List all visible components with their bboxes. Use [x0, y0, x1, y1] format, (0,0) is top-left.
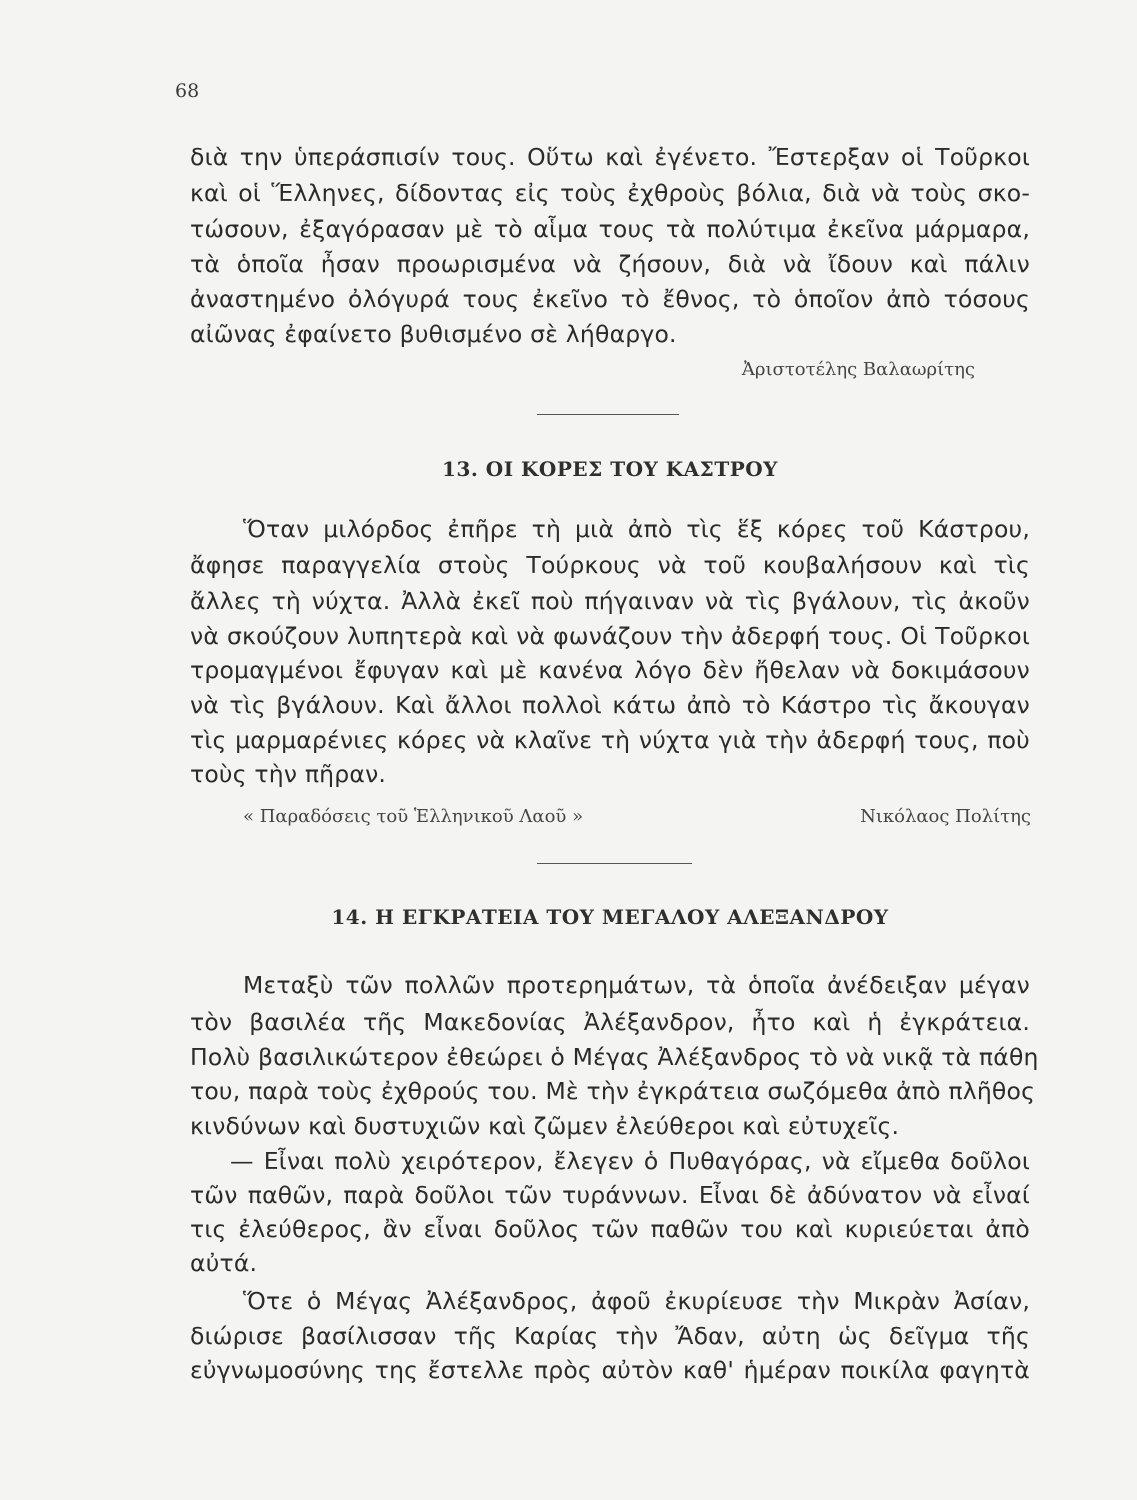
author-signature: Ἀριστοτέλης Βαλαωρίτης — [741, 359, 975, 380]
section-heading: 13. ΟΙ ΚΟΡΕΣ ΤΟΥ ΚΑΣΤΡΟΥ — [442, 457, 778, 481]
text-line: ἄλλες τὴ νύχτα. Ἀλλὰ ἐκεῖ ποὺ πήγαιναν νὰ τὶς βγάλουν, τὶς ἀκοῦν — [190, 587, 1030, 615]
text-line: τὸν βασιλέα τῆς Μακεδονίας Ἀλέξανδρον, ἦτο καὶ ἡ ἐγκράτεια. — [190, 1008, 1030, 1036]
author-signature: Νικόλαος Πολίτης — [860, 806, 1031, 827]
text-line: ἀναστημένο ὀλόγυρά τους ἐκεῖνο τὸ ἔθνος, τὸ ὁποῖον ἀπὸ τόσους — [190, 285, 1030, 313]
text-line: τὰ ὁποῖα ἦσαν προωρισμένα νὰ ζήσουν, διὰ νὰ ἴδουν καὶ πάλιν — [190, 250, 1030, 278]
section-divider — [537, 863, 692, 864]
page-number: 68 — [175, 80, 200, 102]
text-line: — Εἶναι πολὺ χειρότερον, ἔλεγεν ὁ Πυθαγόρας, νὰ εἴμεθα δοῦλοι — [230, 1147, 1030, 1175]
text-line: του, παρὰ τοὺς ἐχθρούς του. Μὲ τὴν ἐγκράτεια σωζόμεθα ἀπὸ πλῆθος — [190, 1077, 1036, 1105]
text-line: τὶς μαρμαρένιες κόρες νὰ κλαῖνε τὴ νύχτα γιὰ τὴν ἀδερφή τους, ποὺ — [190, 726, 1030, 754]
text-line: Ὅταν μιλόρδος ἐπῆρε τὴ μιὰ ἀπὸ τὶς ἕξ κόρες τοῦ Κάστρου, — [243, 515, 1030, 543]
text-line: τῶν παθῶν, παρὰ δοῦλοι τῶν τυράννων. Εἶναι δὲ ἀδύνατον νὰ εἶναί — [190, 1181, 1030, 1209]
text-line: διὰ την ὑπεράσπισίν τους. Οὕτω καὶ ἐγένετο. Ἔστερξαν οἱ Τοῦρκοι — [190, 143, 1030, 171]
text-line: αὐτά. — [190, 1249, 258, 1277]
text-line: τις ἐλεύθερος, ἂν εἶναι δοῦλος τῶν παθῶν του καὶ κυριεύεται ἀπὸ — [190, 1215, 1030, 1243]
text-line: ἄφησε παραγγελία στοὺς Τούρκους νὰ τοῦ κουβαλήσουν καὶ τὶς — [190, 551, 1030, 579]
section-divider — [537, 414, 679, 415]
text-line: κινδύνων καὶ δυστυχιῶν καὶ ζῶμεν ἐλεύθεροι καὶ εὐτυχεῖς. — [190, 1112, 900, 1140]
text-line: νὰ τὶς βγάλουν. Καὶ ἄλλοι πολλοὶ κάτω ἀπὸ τὸ Κάστρο τὶς ἄκουγαν — [190, 691, 1030, 719]
text-line: Μεταξὺ τῶν πολλῶν προτερημάτων, τὰ ὁποῖα ἀνέδειξαν μέγαν — [243, 971, 1030, 999]
text-line: τοὺς τὴν πῆραν. — [190, 760, 387, 788]
text-line: τώσουν, ἐξαγόρασαν μὲ τὸ αἷμα τους τὰ πολύτιμα ἐκεῖνα μάρμαρα, — [190, 215, 1030, 243]
text-line: καὶ οἱ Ἕλληνες, δίδοντας εἰς τοὺς ἐχθροὺς βόλια, διὰ νὰ τοὺς σκο- — [190, 179, 1030, 207]
source-citation: « Παραδόσεις τοῦ Ἑλληνικοῦ Λαοῦ » — [243, 806, 584, 827]
text-line: τρομαγμένοι ἔφυγαν καὶ μὲ κανένα λόγο δὲν ἤθελαν νὰ δοκιμάσουν — [190, 656, 1030, 684]
text-line: εὐγνωμοσύνης της ἔστελλε πρὸς αὐτὸν καθ' ἡμέραν ποικίλα φαγητὰ — [190, 1356, 1030, 1384]
section-heading: 14. Η ΕΓΚΡΑΤΕΙΑ ΤΟΥ ΜΕΓΑΛΟΥ ΑΛΕΞΑΝΔΡΟΥ — [331, 905, 889, 929]
text-line: Πολὺ βασιλικώτερον ἐθεώρει ὁ Μέγας Ἀλέξανδρος τὸ νὰ νικᾷ τὰ πάθη — [190, 1043, 1039, 1071]
text-line: διώρισε βασίλισσαν τῆς Καρίας τὴν Ἄδαν, αὐτη ὡς δεῖγμα τῆς — [190, 1322, 1030, 1350]
text-line: Ὅτε ὁ Μέγας Ἀλέξανδρος, ἀφοῦ ἐκυρίευσε τὴν Μικρὰν Ἀσίαν, — [243, 1287, 1030, 1315]
text-line: αἰῶνας ἐφαίνετο βυθισμένο σὲ λήθαργο. — [190, 320, 677, 348]
text-line: νὰ σκούζουν λυπητερὰ καὶ νὰ φωνάζουν τὴν ἀδερφή τους. Οἱ Τοῦρκοι — [190, 622, 1030, 650]
